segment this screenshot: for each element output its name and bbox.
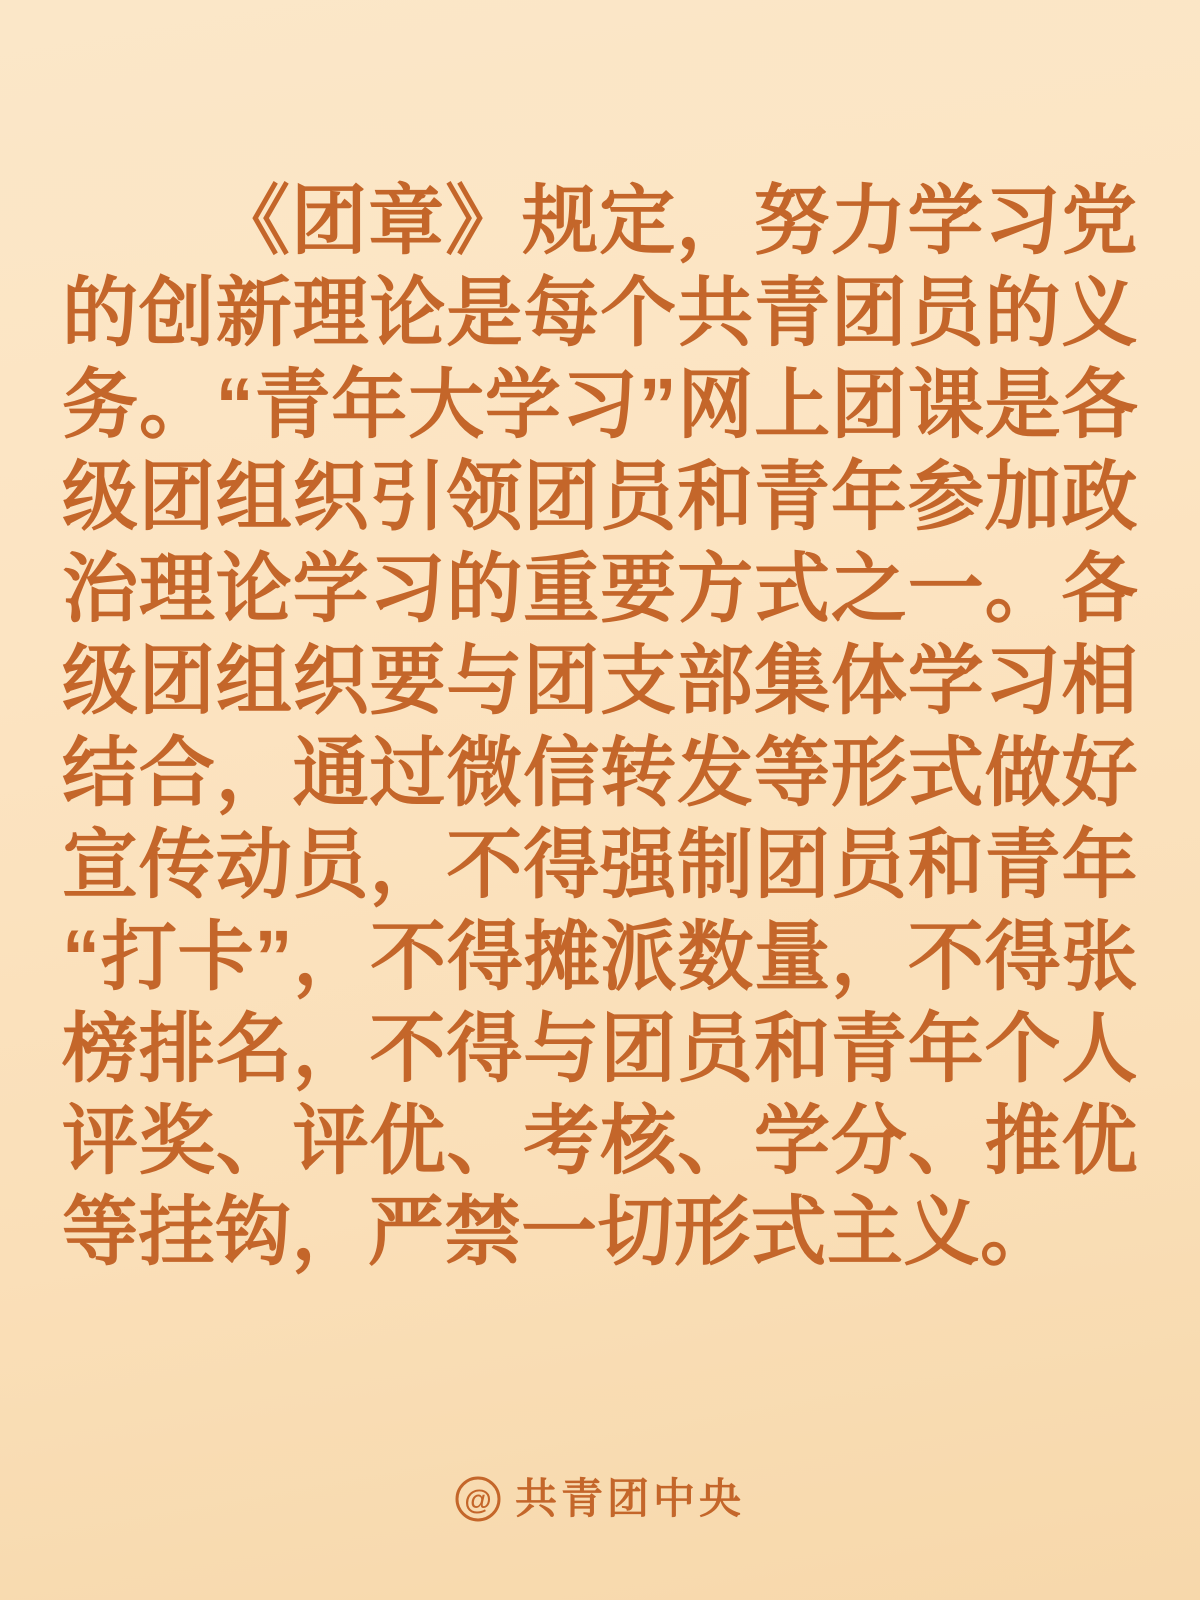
svg-text:@: @ <box>464 1484 492 1515</box>
poster-body-text: 《团章》规定，努力学习党的创新理论是每个共青团员的义务。“青年大学习”网上团课是各级团组织引领团员和青年参加政治理论学习的重要方式之一。各级团组织要与团支部集体学习相结合，通过微信转发等形式做好宣传动员，不得强制团员和青年“打卡”，不得摊派数量，不得张榜排名，不得与团员和青年个人评奖、评优、考核、学分、推优等挂钩，严禁一切形式主义。 <box>62 179 1138 1276</box>
at-sign-icon <box>455 1476 501 1522</box>
footer-account-label: 共青团中央 <box>514 1475 745 1522</box>
poster-footer <box>0 1476 1200 1522</box>
